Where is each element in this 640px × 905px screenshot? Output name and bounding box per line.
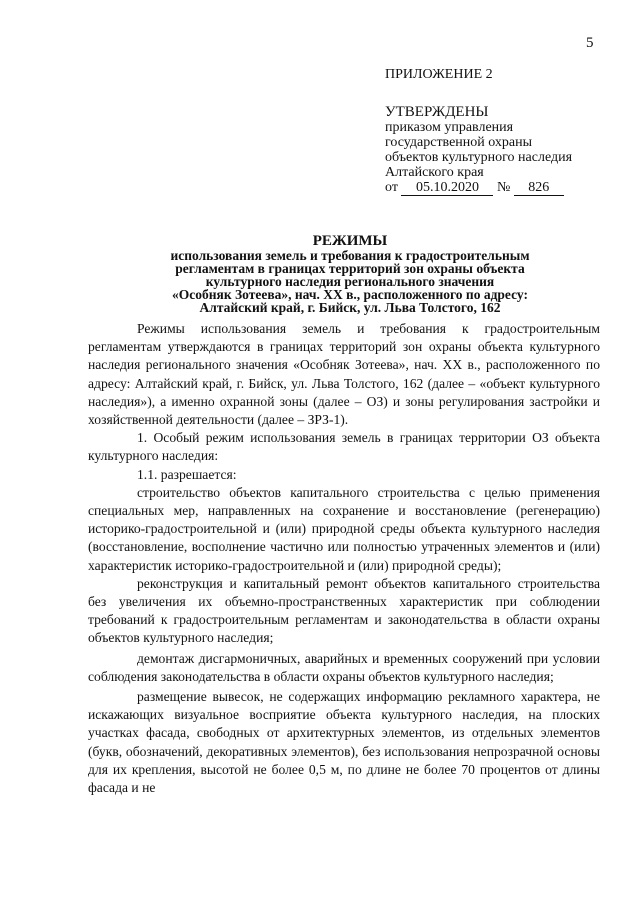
approval-block [385,67,572,196]
subsection-1-1: 1.1. разрешается: [137,466,237,482]
title-line: «Особняк Зотеева», нач. XX в., расположенного по адресу: [172,287,528,302]
title-line: регламентам в границах территорий зон охраны объекта [175,261,525,276]
document-title [130,233,570,314]
title-line: культурного наследия регионального значения [205,274,495,289]
document-body [88,320,600,797]
title-line: использования земель и требования к градостроительным [170,248,530,263]
allowed-item-demolition: демонтаж дисгармоничных, аварийных и временных сооружений при условии соблюдения законодательства в области охраны объектов культурного наследия; [88,650,600,684]
intro-paragraph: Режимы использования земель и требования к градостроительным регламентам утверждаются в границах территорий зон охраны объекта культурного наследия регионального значения «Особняк Зотеева», нач. XX в., расположенного по адресу: Алтайский край, г. Бийск, ул. Льва Толстого, 162 (далее – «объект культурного наследия»), а именно охранной зоны (далее – ОЗ) и зоны регулирования застройки и хозяйственной деятельности (далее – ЗРЗ-1). [88,321,600,428]
number-prefix: № [496,180,511,195]
allowed-item-reconstruction: реконструкция и капитальный ремонт объектов капитального строительства без увеличения их объемно-пространственных характеристик при соблюдении требований к градостроительным регламентам и законодательства в области охраны объектов культурного наследия; [88,575,600,646]
approval-line: Алтайского края [385,165,484,180]
approval-line: приказом управления [385,120,514,135]
allowed-item-construction: строительство объектов капитального строительства с целью применения специальных мер, направленных на сохранение и восстановление (регенерацию) историко-градостроительной и (или) природной среды объекта культурного наследия (восстановление, восполнение частично или полностью утраченных элементов и (или) характеристик историко-градостроительной и (или) природной среды); [88,484,600,573]
approval-line: государственной охраны [385,135,533,150]
order-date-line [385,180,572,196]
section-1-paragraph: 1. Особый режим использования земель в границах территории ОЗ объекта культурного наследия: [88,430,600,464]
page-number: 5 [586,35,594,51]
allowed-item-signage: размещение вывесок, не содержащих информацию рекламного характера, не искажающих визуальное восприятие объекта культурного наследия, на плоских участках фасада, свободных от архитектурных элементов, из отдельных элементов (букв, обозначений, декоративных элементов), без использования непрозрачной основы для их крепления, высотой не более 0,5 м, по длине не более 70 процентов от длины фасада и не [88,689,600,796]
title-line: Алтайский край, г. Бийск, ул. Льва Толстого, 162 [199,300,501,315]
approval-line: объектов культурного наследия [385,150,573,165]
appendix-heading: ПРИЛОЖЕНИЕ 2 [385,67,493,82]
approved-label: УТВЕРЖДЕНЫ [385,104,489,120]
title-heading: РЕЖИМЫ [312,233,388,249]
order-date: 05.10.2020 [401,181,493,196]
date-prefix: от [385,180,398,195]
order-number: 826 [514,181,564,196]
